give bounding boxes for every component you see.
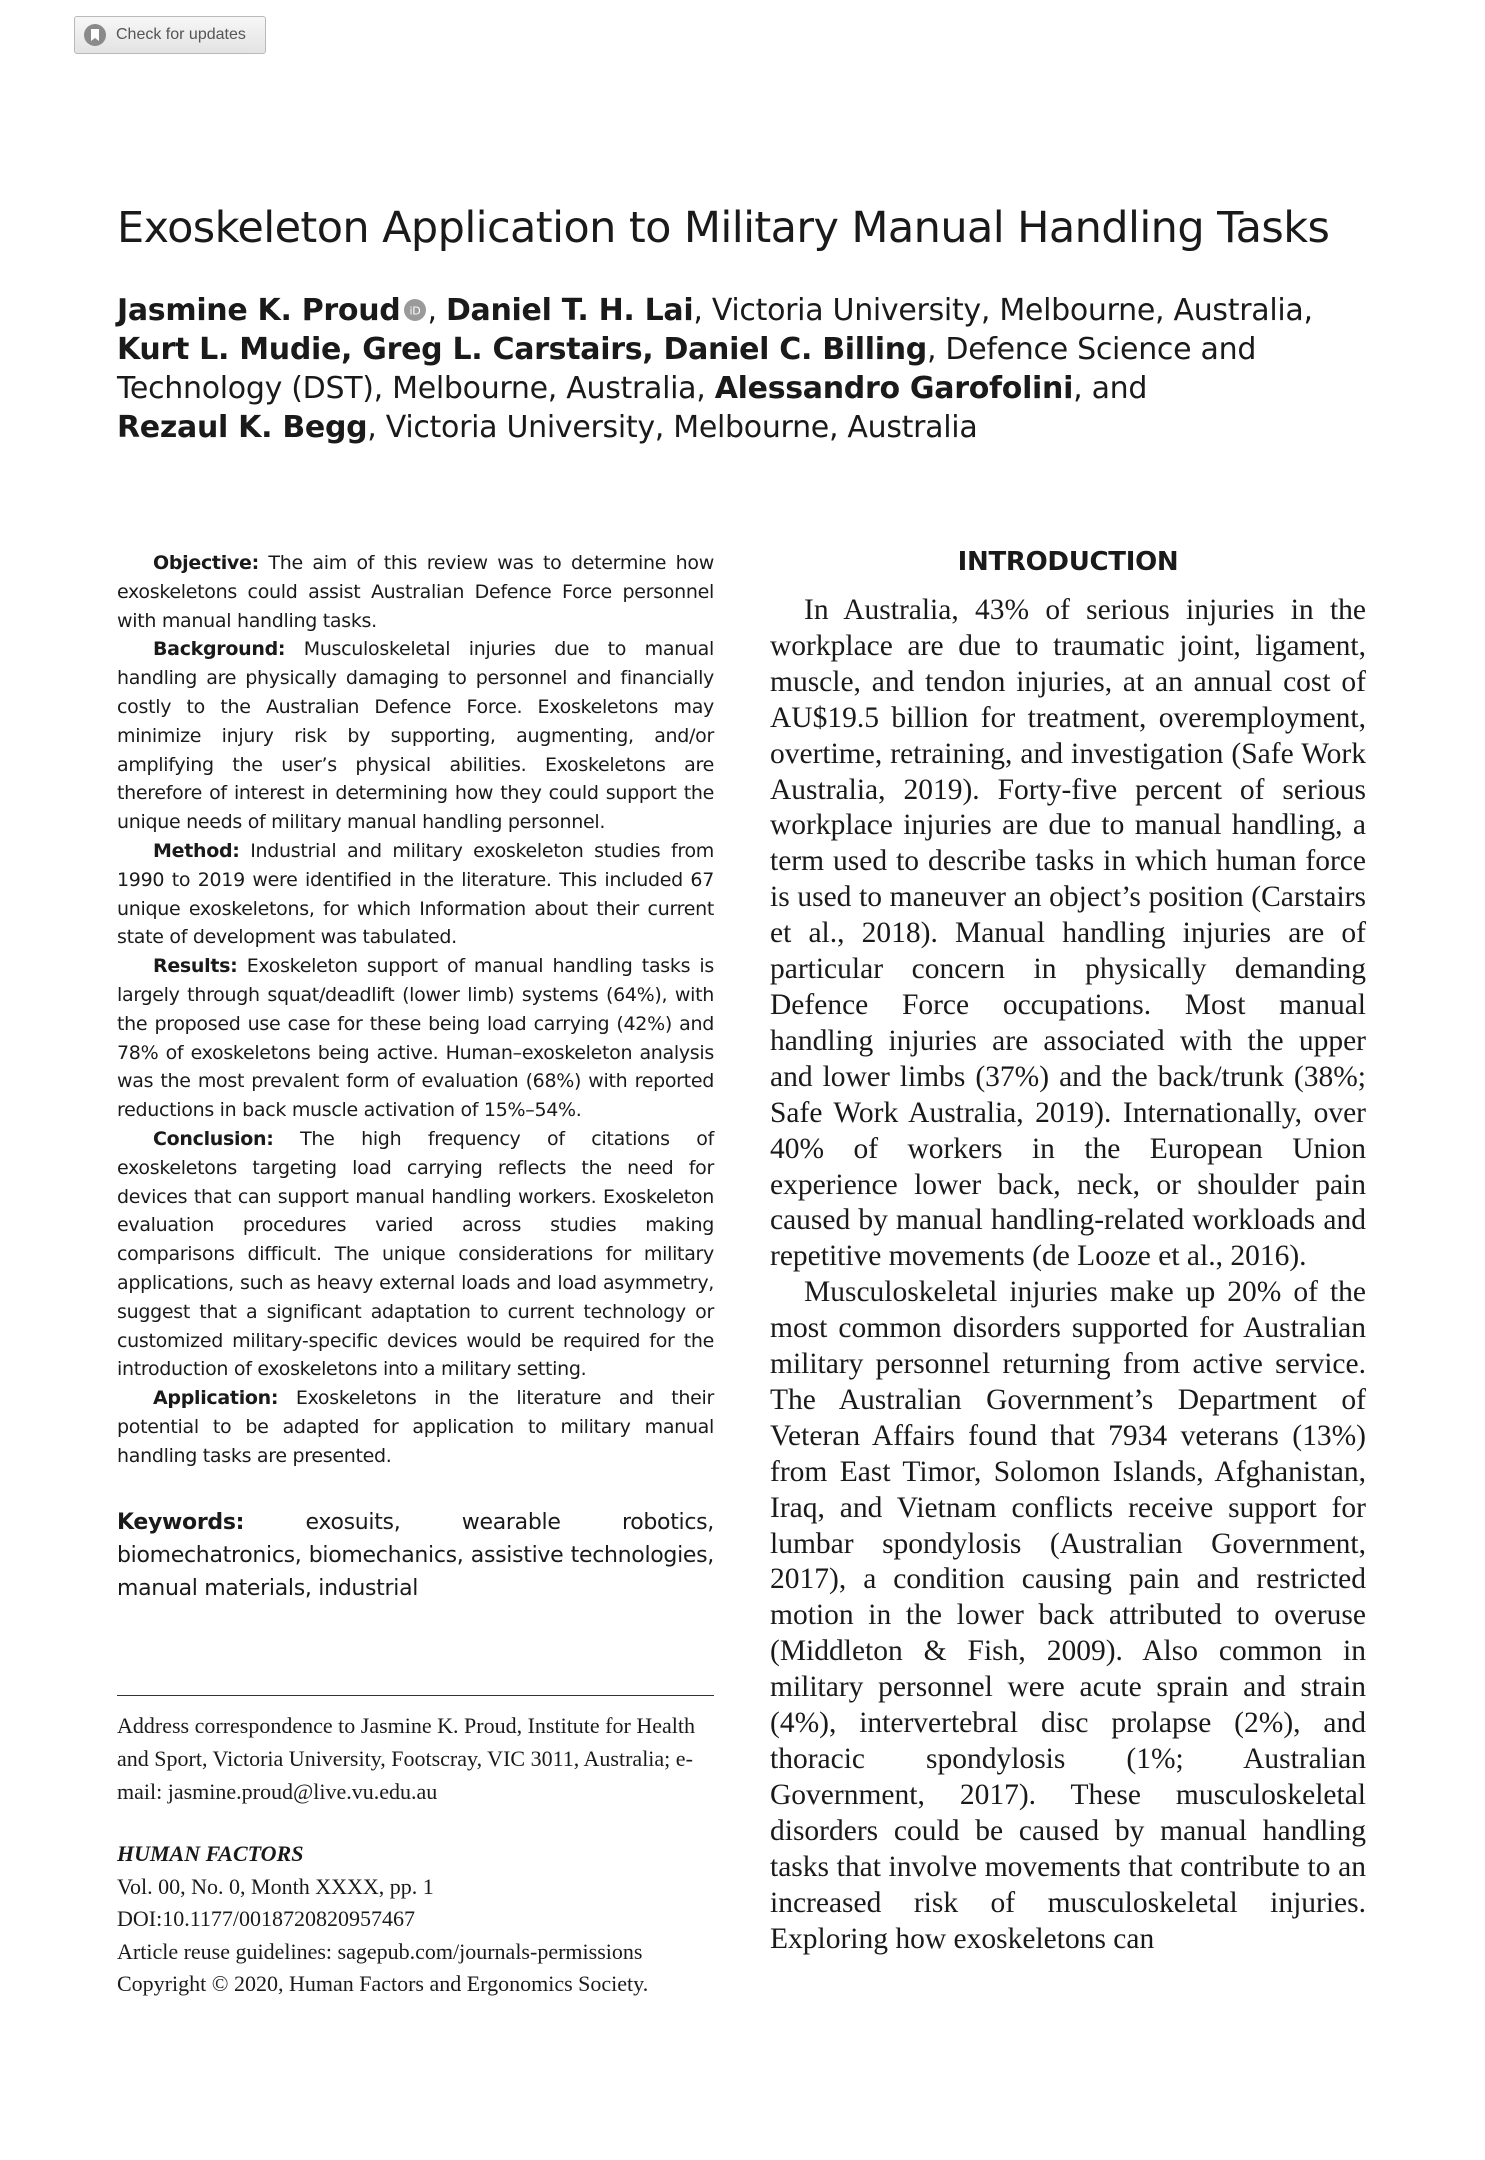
author-affiliation-2: , Defence Science and Technology (DST), Melbourne, Australia,	[117, 332, 1257, 406]
orcid-icon[interactable]	[403, 298, 427, 322]
check-for-updates-label: Check for updates	[116, 26, 246, 43]
footnote-divider	[117, 1695, 714, 1696]
journal-name: HUMAN FACTORS	[117, 1841, 304, 1866]
svg-text:iD: iD	[410, 304, 421, 318]
objective-text: The aim of this review was to determine how exoskeletons could assist Australian Defence Force personnel with manual handling tasks.	[117, 552, 714, 632]
volume-info: Vol. 00, No. 0, Month XXXX, pp. 1	[117, 1873, 434, 1899]
background-text: Musculoskeletal injuries due to manual handling are physically damaging to personnel and financially costly to the Australian Defence Force. Exoskeletons may minimize injury risk by supporting, augmenting, and/or amplifying the user’s physical abilities. Exoskeletons are therefore of interest in determining how they could support the unique needs of military manual handling personnel.	[117, 638, 714, 834]
doi: DOI:10.1177/0018720820957467	[117, 1906, 416, 1931]
check-for-updates-button[interactable]	[74, 16, 266, 54]
publication-info	[117, 1838, 737, 2001]
keywords-text: exosuits, wearable robotics, biomechatronics, biomechanics, assistive technologies, manual materials, industrial	[117, 1510, 714, 1601]
abstract-application	[117, 1384, 714, 1470]
abstract-conclusion	[117, 1125, 714, 1384]
correspondence-note: Address correspondence to Jasmine K. Proud, Institute for Health and Sport, Victoria University, Footscray, VIC 3011, Australia; e-mail: jasmine.proud@live.vu.edu.au	[117, 1713, 695, 1804]
abstract-results	[117, 952, 714, 1125]
introduction-paragraph-2: Musculoskeletal injuries make up 20% of the most common disorders supported for Australian military personnel returning from active service. The Australian Government’s Department of Veteran Affairs found that 7934 veterans (13%) from East Timor, Solomon Islands, Afghanistan, Iraq, and Vietnam conflicts receive support for lumbar spondylosis (Australian Government, 2017), a condition causing pain and restricted motion in the lower back attributed to overuse (Middleton & Fish, 2009). Also common in military personnel were acute sprain and strain (4%), intervertebral disc prolapse (2%), and thoracic spondylosis (1%; Australian Government, 2017). These musculoskeletal disorders could be caused by manual handling tasks that involve movements that contribute to an increased risk of musculoskeletal injuries. Exploring how exoskeletons can	[770, 1276, 1366, 1955]
abstract-method	[117, 837, 714, 952]
paper-title: Exoskeleton Application to Military Manual Handling Tasks	[117, 203, 1330, 253]
section-heading-introduction: INTRODUCTION	[957, 547, 1179, 577]
author-affiliation-4: , Victoria University, Melbourne, Australia	[367, 410, 978, 445]
abstract-background	[117, 635, 714, 837]
author-list: Jasmine K. Proud iD , Daniel T. H. Lai, Victoria University, Melbourne, Australia, Kurt L. Mudie, Greg L. Carstairs, Daniel C. Billing, Defence Science and Technology (DST), Melbourne, Australia, Alessandro Garofolini, and Rezaul K. Begg, Victoria University, Melbourne, Australia	[117, 293, 1313, 445]
introduction-body	[770, 593, 1366, 1957]
results-text: Exoskeleton support of manual handling tasks is largely through squat/deadlift (lower limb) systems (64%), with the proposed use case for these being load carrying (42%) and 78% of exoskeletons being active. Human–exoskeleton analysis was the most prevalent form of evaluation (68%) with reported reductions in back muscle activation of 15%–54%.	[117, 955, 714, 1122]
abstract	[117, 549, 714, 1471]
bookmark-icon	[83, 23, 107, 47]
author-names-2: Kurt L. Mudie, Greg L. Carstairs, Daniel C. Billing	[117, 332, 927, 367]
author-affiliation-1: , Victoria University, Melbourne, Australia,	[693, 293, 1313, 328]
application-text: Exoskeletons in the literature and their potential to be adapted for application to military manual handling tasks are presented.	[117, 1387, 714, 1467]
author-names-1: Jasmine K. Proud	[117, 293, 401, 328]
results-label: Results:	[153, 955, 238, 978]
background-label: Background:	[153, 638, 286, 661]
method-label: Method:	[153, 839, 240, 862]
abstract-objective	[117, 549, 714, 635]
keywords-label: Keywords:	[117, 1510, 245, 1535]
introduction-paragraph-1: In Australia, 43% of serious injuries in the workplace are due to traumatic joint, ligament, muscle, and tendon injuries, at an annual cost of AU$19.5 billion for treatment, overemployment, overtime, retraining, and investigation (Safe Work Australia, 2019). Forty-five percent of serious workplace injuries are due to manual handling, a term used to describe tasks in which human force is used to maneuver an object’s position (Carstairs et al., 2018). Manual handling injuries are of particular concern in physically demanding Defence Force occupations. Most manual handling injuries are associated with the upper and lower limbs (37%) and the back/trunk (38%; Safe Work Australia, 2019). Internationally, over 40% of workers in the European Union experience lower back, neck, or shoulder pain caused by manual handling-related workloads and repetitive movements (de Looze et al., 2016).	[770, 594, 1366, 1273]
application-label: Application:	[153, 1387, 279, 1410]
author-names-1b: Daniel T. H. Lai	[445, 293, 694, 328]
reuse-guidelines: Article reuse guidelines: sagepub.com/journals-permissions	[117, 1938, 643, 1964]
author-separator: , and	[1073, 371, 1148, 406]
keywords	[117, 1506, 714, 1605]
conclusion-text: The high frequency of citations of exoskeletons targeting load carrying reflects the need for devices that can support manual handling workers. Exoskeleton evaluation procedures varied across studies making comparisons difficult. The unique considerations for military applications, such as heavy external loads and load asymmetry, suggest that a significant adaptation to current technology or customized military-specific devices would be required for the introduction of exoskeletons into a military setting.	[117, 1127, 714, 1381]
method-text: Industrial and military exoskeleton studies from 1990 to 2019 were identified in the literature. This included 67 unique exoskeletons, for which Information about their current state of development was tabulated.	[117, 839, 714, 949]
copyright: Copyright © 2020, Human Factors and Ergonomics Society.	[117, 1971, 649, 1996]
conclusion-label: Conclusion:	[153, 1127, 274, 1150]
author-names-3: Alessandro Garofolini	[714, 371, 1074, 406]
author-names-4: Rezaul K. Begg	[117, 410, 368, 445]
objective-label: Objective:	[153, 552, 259, 574]
